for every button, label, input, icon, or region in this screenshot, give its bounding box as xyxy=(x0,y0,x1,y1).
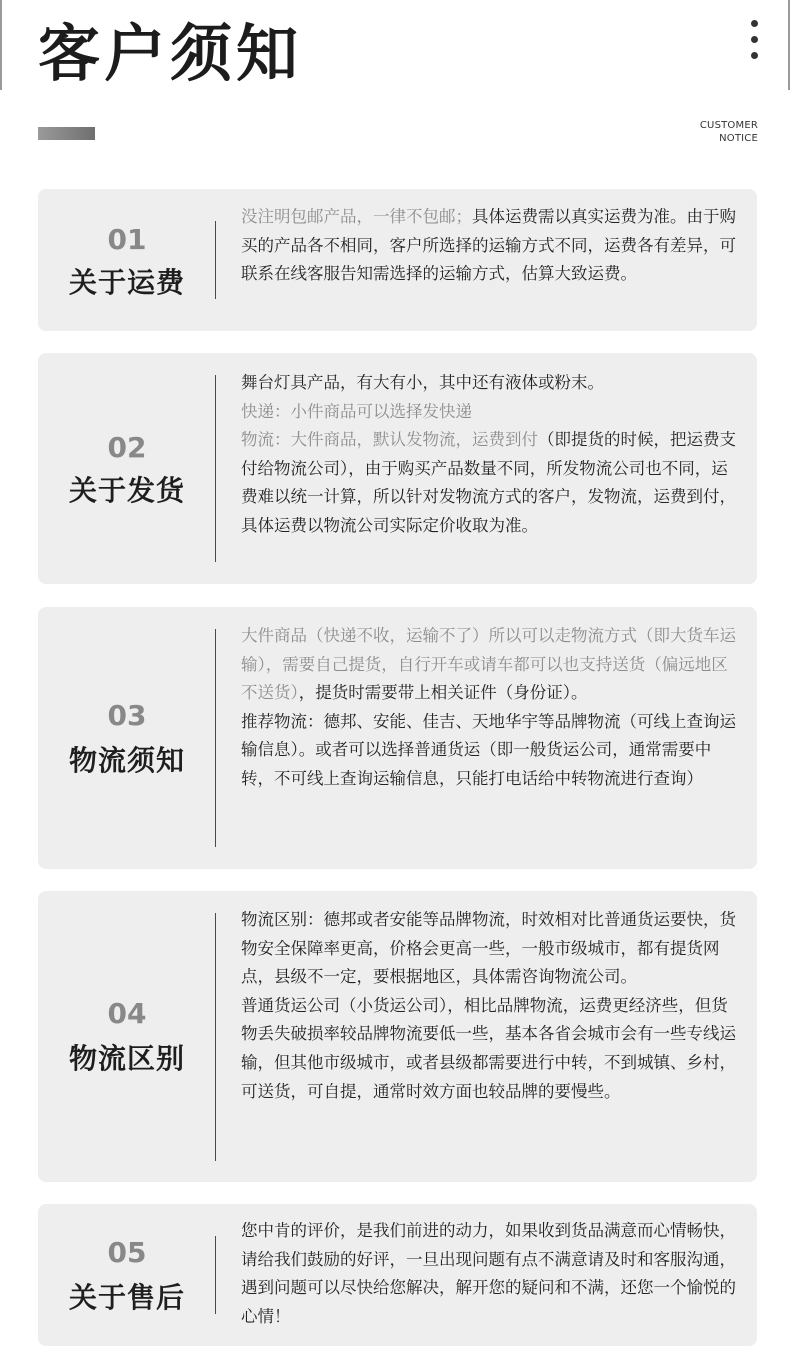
notice-card-shipping-fee xyxy=(38,189,757,331)
body-text: 推荐物流：德邦、安能、佳吉、天地华宇等品牌物流（可线上查询运输信息）。或者可以选择普通货运（即一般货运公司，通常需要中转，不可线上查询运输信息，只能打电话给中转物流进行查询） xyxy=(241,711,736,788)
section-heading: 关于售后 xyxy=(68,1281,185,1314)
section-divider xyxy=(215,1236,216,1314)
page-title: 客户须知 xyxy=(38,17,303,90)
body-text: 舞台灯具产品，有大有小，其中还有液体或粉末。 xyxy=(241,373,604,392)
section-body xyxy=(241,1217,741,1331)
section-number: 01 xyxy=(107,223,147,256)
frame-left-line xyxy=(0,0,2,90)
section-divider xyxy=(215,629,216,847)
body-paragraph xyxy=(241,426,741,540)
body-paragraph xyxy=(241,708,741,794)
section-number: 04 xyxy=(107,997,147,1030)
body-text: （即提货的时候，把运费支付给物流公司），由于购买产品数量不同，所发物流公司也不同，运费难以统一计算，所以针对发物流方式的客户，发物流，运费到付，具体运费以物流公司实际定价收取为准。 xyxy=(241,430,736,535)
section-body xyxy=(241,906,741,1106)
section-body xyxy=(241,622,741,794)
section-divider xyxy=(215,913,216,1161)
body-text: 普通货运公司（小货运公司），相比品牌物流，运费更经济些，但货物丢失破损率较品牌物流要低一些，基本各省会城市会有一些专线运输，但其他市级城市，或者县级都需要进行中转，不到城镇、乡村，可送货，可自提，通常时效方面也较品牌的要慢些。 xyxy=(241,995,736,1101)
body-paragraph xyxy=(241,992,741,1106)
body-text: 物流区别：德邦或者安能等品牌物流，时效相对比普通货运要快，货物安全保障率更高，价格会更高一些，一般市级城市，都有提货网点，县级不一定，要根据地区，具体需咨询物流公司。 xyxy=(241,910,736,987)
body-gray-text: 没注明包邮产品，一律不包邮； xyxy=(241,207,472,226)
more-vertical-icon[interactable] xyxy=(748,20,760,64)
section-number: 02 xyxy=(107,431,147,464)
section-number: 03 xyxy=(107,699,147,732)
subtitle-line-2: NOTICE xyxy=(719,133,758,144)
notice-card-logistics-notice xyxy=(38,607,757,869)
section-divider xyxy=(215,375,216,562)
notice-card-after-sales xyxy=(38,1204,757,1346)
page-subtitle xyxy=(700,119,758,145)
section-heading: 关于发货 xyxy=(68,474,185,507)
section-body xyxy=(241,203,741,289)
accent-bar xyxy=(38,127,95,140)
body-paragraph xyxy=(241,369,741,398)
section-divider xyxy=(215,221,216,299)
subtitle-line-1: CUSTOMER xyxy=(699,120,758,131)
body-text: 具体运费需以真实运费为准。由于购买的产品各不相同，客户所选择的运输方式不同，运费各有差异，可联系在线客服告知需选择的运输方式，估算大致运费。 xyxy=(241,207,736,284)
body-gray-text: 快递：小件商品可以选择发快递 xyxy=(241,401,472,421)
body-paragraph xyxy=(241,203,741,289)
notice-card-logistics-difference xyxy=(38,891,757,1182)
section-heading: 物流区别 xyxy=(68,1042,185,1075)
body-gray-text: 物流：大件商品，默认发物流，运费到付 xyxy=(241,430,538,450)
body-paragraph xyxy=(241,622,741,708)
section-heading: 物流须知 xyxy=(68,744,185,777)
body-paragraph xyxy=(241,906,741,992)
body-paragraph xyxy=(241,398,741,427)
notice-card-delivery xyxy=(38,353,757,584)
section-number: 05 xyxy=(107,1236,147,1269)
body-paragraph xyxy=(241,1217,741,1331)
body-text: 您中肯的评价，是我们前进的动力，如果收到货品满意而心情畅快，请给我们鼓励的好评，一旦出现问题有点不满意请及时和客服沟通，遇到问题可以尽快给您解决，解开您的疑问和不满，还您一个愉悦的心情！ xyxy=(241,1221,736,1326)
section-heading: 关于运费 xyxy=(68,266,185,299)
body-gray-text: 大件商品（快递不收，运输不了）所以可以走物流方式（即大货车运输），需要自己提货，自行开车或请车都可以也支持送货（偏远地区不送货） xyxy=(241,626,736,703)
section-body xyxy=(241,369,741,541)
body-text: ，提货时需要带上相关证件（身份证）。 xyxy=(298,683,588,703)
